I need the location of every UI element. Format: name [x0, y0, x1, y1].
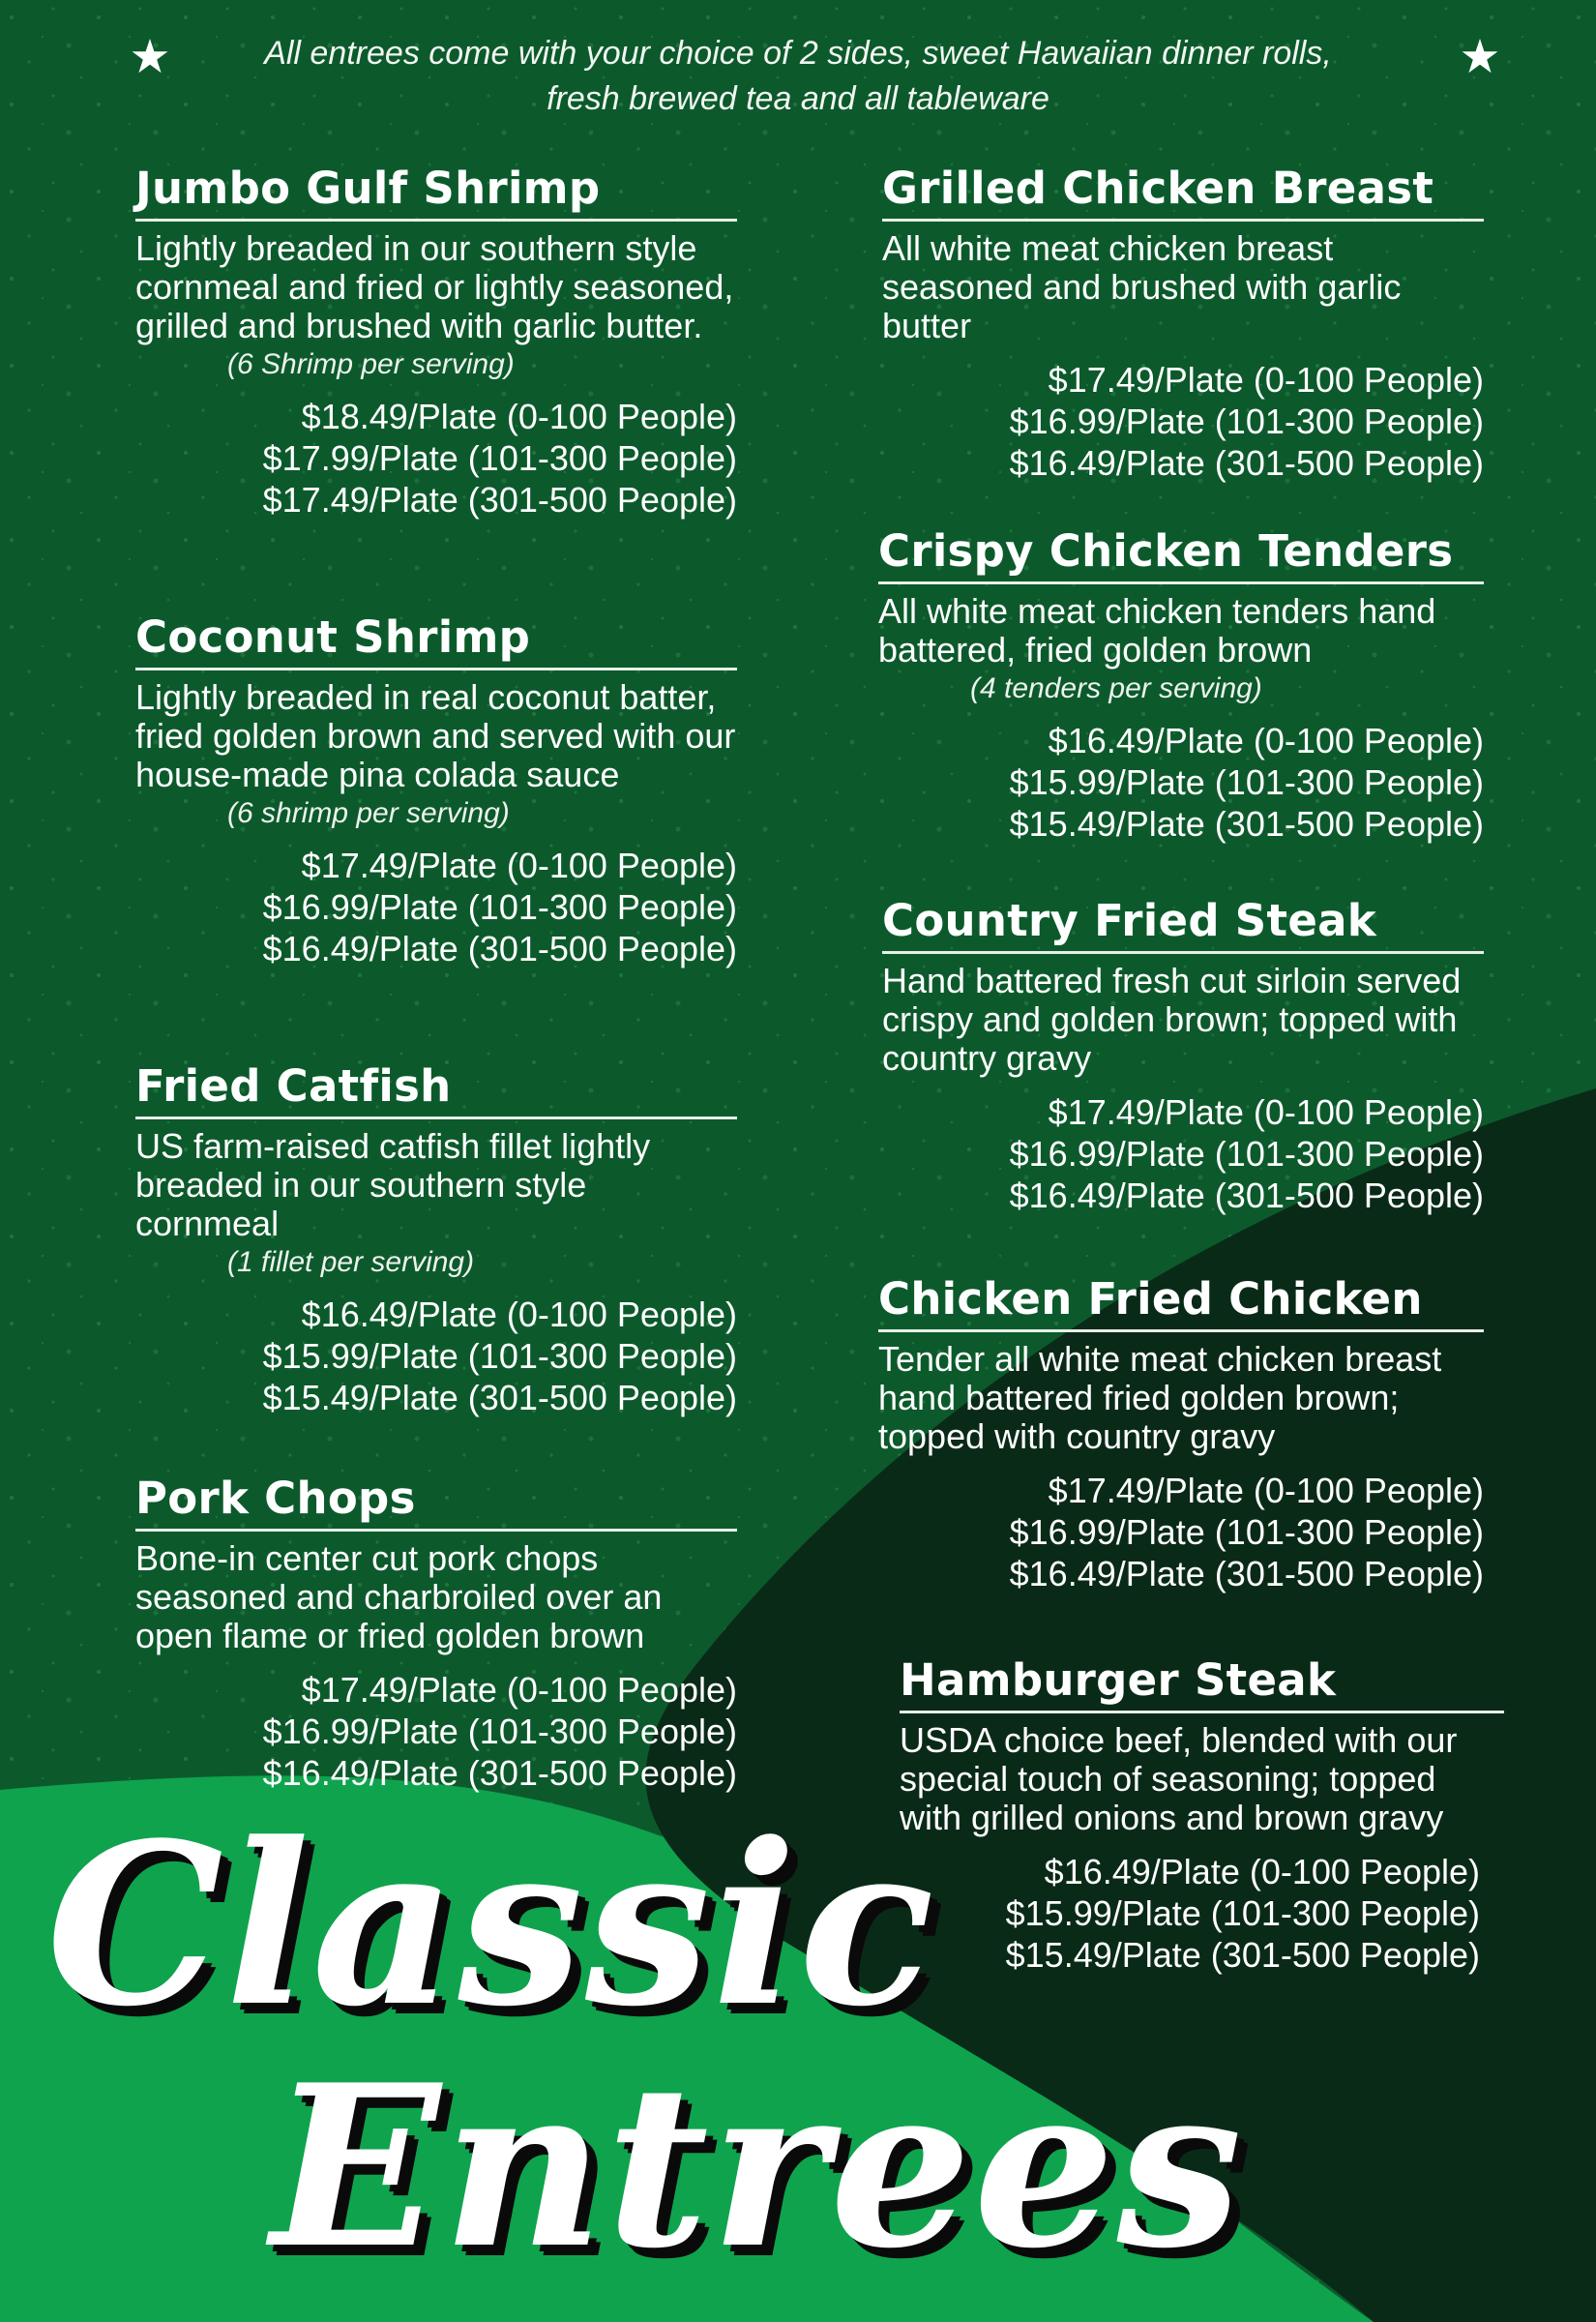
price-tier: $17.49/Plate (0-100 People) [1048, 1092, 1484, 1132]
item-description: Hand battered fresh cut sirloin served crispy and golden brown; topped with country gravy [882, 961, 1462, 1078]
price-tier: $16.49/Plate (301-500 People) [1009, 1554, 1484, 1593]
price-tier: $17.49/Plate (0-100 People) [1048, 1471, 1484, 1510]
sides-notice [193, 31, 1403, 122]
item-serving-note: (4 tenders per serving) [970, 672, 1262, 704]
price-tier: $16.49/Plate (0-100 People) [1048, 721, 1484, 760]
price-tier: $16.99/Plate (101-300 People) [1009, 1512, 1484, 1552]
item-name: Crispy Chicken Tenders [878, 525, 1484, 584]
price-tier: $16.49/Plate (0-100 People) [1044, 1852, 1480, 1891]
price-tier: $15.49/Plate (301-500 People) [1005, 1935, 1480, 1975]
notice-line-2: fresh brewed tea and all tableware [547, 80, 1049, 117]
price-tier: $18.49/Plate (0-100 People) [301, 397, 737, 436]
price-list [882, 359, 1484, 484]
price-list [135, 1669, 737, 1794]
item-name: Coconut Shrimp [135, 611, 737, 670]
price-tier: $15.99/Plate (101-300 People) [1009, 762, 1484, 802]
price-tier: $17.49/Plate (0-100 People) [301, 1670, 737, 1710]
price-list [878, 1470, 1484, 1594]
item-description: All white meat chicken breast seasoned and brushed with garlic butter [882, 228, 1402, 345]
menu-item-fried-catfish [135, 1060, 737, 1418]
menu-item-hamburger-steak [900, 1654, 1504, 1976]
item-serving-note: (1 fillet per serving) [227, 1246, 475, 1278]
price-tier: $16.99/Plate (101-300 People) [1009, 402, 1484, 441]
price-tier: $16.49/Plate (301-500 People) [262, 929, 737, 968]
price-list [882, 1091, 1484, 1216]
price-tier: $16.99/Plate (101-300 People) [1009, 1134, 1484, 1174]
price-tier: $17.49/Plate (301-500 People) [262, 480, 737, 520]
price-tier: $15.49/Plate (301-500 People) [1009, 804, 1484, 844]
price-tier: $17.49/Plate (0-100 People) [301, 846, 737, 885]
page-title-line-2: Entrees [271, 2037, 1245, 2298]
item-description: All white meat chicken tenders hand battered, fried golden brown [878, 591, 1436, 670]
menu-item-crispy-chicken-tenders [878, 525, 1484, 845]
item-serving-note: (6 Shrimp per serving) [227, 348, 515, 380]
menu-item-pork-chops [135, 1473, 737, 1794]
item-name: Country Fried Steak [882, 895, 1484, 954]
price-list [135, 396, 737, 521]
price-tier: $17.99/Plate (101-300 People) [262, 438, 737, 478]
price-tier: $15.99/Plate (101-300 People) [1005, 1893, 1480, 1933]
item-serving-note: (6 shrimp per serving) [227, 797, 510, 829]
item-name: Grilled Chicken Breast [882, 163, 1484, 222]
price-tier: $15.99/Plate (101-300 People) [262, 1336, 737, 1376]
menu-item-chicken-fried-chicken [878, 1273, 1484, 1594]
price-tier: $15.49/Plate (301-500 People) [262, 1378, 737, 1417]
price-tier: $17.49/Plate (0-100 People) [1048, 360, 1484, 400]
price-tier: $16.49/Plate (301-500 People) [1009, 443, 1484, 483]
menu-item-coconut-shrimp [135, 611, 737, 969]
item-name: Hamburger Steak [900, 1654, 1504, 1713]
item-name: Pork Chops [135, 1473, 737, 1532]
item-name: Chicken Fried Chicken [878, 1273, 1484, 1332]
star-icon [131, 37, 169, 75]
price-list [878, 720, 1484, 845]
notice-line-1: All entrees come with your choice of 2 sides, sweet Hawaiian dinner rolls, [264, 35, 1332, 72]
item-description: Tender all white meat chicken breast hand battered fried golden brown; topped with country gravy [878, 1339, 1442, 1456]
price-list [135, 1294, 737, 1418]
menu-item-grilled-chicken-breast [882, 163, 1484, 484]
price-tier: $16.49/Plate (301-500 People) [262, 1753, 737, 1793]
price-tier: $16.49/Plate (301-500 People) [1009, 1176, 1484, 1215]
price-list [135, 845, 737, 969]
item-description: US farm-raised catfish fillet lightly breaded in our southern style cornmeal [135, 1126, 651, 1243]
item-description: Lightly breaded in our southern style cornmeal and fried or lightly seasoned, grilled and brushed with garlic butter. [135, 228, 734, 345]
price-tier: $16.99/Plate (101-300 People) [262, 887, 737, 927]
item-description: USDA choice beef, blended with our special touch of seasoning; topped with grilled onions and brown gravy [900, 1720, 1458, 1837]
item-name: Fried Catfish [135, 1060, 737, 1119]
item-name: Jumbo Gulf Shrimp [135, 163, 737, 222]
price-tier: $16.99/Plate (101-300 People) [262, 1712, 737, 1751]
star-icon [1461, 37, 1499, 75]
page-title-line-1: Classic [46, 1795, 936, 2056]
price-tier: $16.49/Plate (0-100 People) [301, 1295, 737, 1334]
menu-item-jumbo-gulf-shrimp [135, 163, 737, 521]
item-description: Bone-in center cut pork chops seasoned and charbroiled over an open flame or fried golden brown [135, 1538, 663, 1655]
item-description: Lightly breaded in real coconut batter, fried golden brown and served with our house-made pina colada sauce [135, 677, 736, 794]
menu-item-country-fried-steak [882, 895, 1484, 1216]
price-list [900, 1851, 1504, 1976]
